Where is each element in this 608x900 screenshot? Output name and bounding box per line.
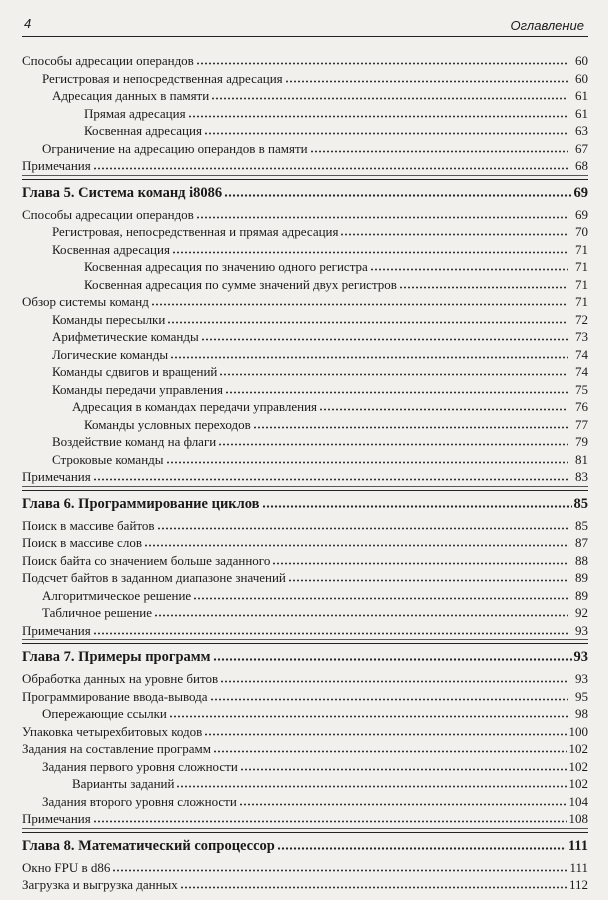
entry-page: 63 [575, 123, 588, 138]
dot-leader [154, 605, 568, 617]
chapter-page: 69 [573, 184, 588, 201]
entry-page: 60 [575, 70, 588, 86]
toc-entry[interactable] [22, 328, 588, 346]
entry-page: 60 [575, 53, 588, 68]
entry-title: Варианты заданий [72, 776, 175, 791]
toc-entry[interactable] [22, 70, 588, 88]
dot-leader [144, 535, 568, 547]
entry-title: Обзор системы команд [22, 294, 149, 309]
toc-entry[interactable] [22, 398, 588, 416]
dot-leader [211, 88, 568, 100]
dot-leader [399, 277, 568, 289]
chapter-7-heading[interactable] [22, 643, 588, 670]
entry-title: Задания первого уровня сложности [42, 758, 238, 774]
toc-entry[interactable] [22, 52, 588, 70]
entry-page: 104 [568, 793, 588, 809]
entry-page: 102 [568, 758, 588, 774]
dot-leader [210, 689, 568, 701]
dot-leader [112, 860, 567, 872]
entry-page: 69 [575, 206, 588, 222]
entry-page: 92 [575, 605, 588, 620]
entry-page: 74 [575, 346, 588, 362]
entry-title: Подсчет байтов в заданном диапазоне значений [22, 570, 286, 585]
entry-title: Прямая адресация [84, 105, 186, 121]
toc-entry[interactable] [22, 740, 588, 758]
dot-leader [196, 53, 568, 65]
chapter-5-entries [22, 206, 588, 487]
entry-page: 89 [575, 570, 588, 585]
dot-leader [225, 382, 568, 394]
toc-entry[interactable] [22, 793, 588, 811]
entry-title: Команды пересылки [52, 311, 166, 327]
toc-entry[interactable] [22, 363, 588, 381]
toc-entry[interactable] [22, 552, 588, 570]
dot-leader [340, 224, 568, 236]
entry-title: Адресация данных в памяти [52, 88, 210, 103]
entry-page: 98 [575, 706, 588, 721]
dot-leader [285, 71, 568, 83]
entry-title: Воздействие команд на флаги [52, 434, 217, 449]
entry-title: Загрузка и выгрузка данных [22, 877, 178, 892]
toc-entry[interactable] [22, 105, 588, 123]
dot-leader [167, 312, 568, 324]
entry-title: Способы адресации операндов [22, 53, 194, 68]
entry-page: 83 [575, 469, 588, 484]
entry-title: Команды сдвигов и вращений [52, 364, 218, 379]
entry-title: Примечания [22, 622, 91, 638]
entry-page: 111 [569, 859, 588, 875]
toc-entry[interactable] [22, 223, 588, 241]
toc-entry[interactable] [22, 206, 588, 224]
chapter-8-heading[interactable] [22, 832, 588, 859]
dot-leader [170, 347, 568, 359]
toc-entry[interactable] [22, 381, 588, 399]
entry-title: Программирование ввода-вывода [22, 688, 208, 704]
toc-entry[interactable] [22, 346, 588, 364]
toc-entry[interactable] [22, 859, 588, 877]
entry-page: 76 [575, 399, 588, 414]
toc-entry[interactable] [22, 587, 588, 605]
entry-page: 95 [575, 688, 588, 704]
toc-entry[interactable] [22, 723, 588, 741]
entry-title: Обработка данных на уровне битов [22, 671, 219, 686]
entry-page: 71 [575, 276, 588, 292]
toc-entry[interactable] [22, 775, 588, 793]
entry-title: Арифметические команды [52, 329, 199, 344]
entry-page: 75 [575, 381, 588, 397]
dot-leader [188, 106, 568, 118]
entry-title: Косвенная адресация [52, 241, 170, 257]
chapter-page: 93 [573, 649, 588, 665]
entry-page: 67 [575, 140, 588, 156]
entry-title: Способы адресации операндов [22, 206, 194, 222]
entry-title: Поиск в массиве слов [22, 535, 142, 550]
dot-leader [204, 724, 566, 736]
chapter-page: 111 [567, 837, 588, 854]
toc-entry[interactable] [22, 876, 588, 894]
dot-leader [180, 877, 567, 889]
toc-entry[interactable] [22, 758, 588, 776]
chapter-title: Глава 5. Система команд i8086 [22, 184, 223, 201]
entry-page: 73 [575, 329, 588, 344]
toc-entry[interactable] [22, 258, 588, 276]
entry-title: Опережающие ссылки [42, 706, 167, 721]
chapter-5-heading[interactable] [22, 179, 588, 206]
entry-title: Окно FPU в d86 [22, 859, 111, 875]
entry-page: 85 [575, 517, 588, 533]
entry-page: 102 [568, 776, 588, 791]
entry-page: 77 [575, 416, 588, 432]
toc-entry[interactable] [22, 293, 588, 311]
dot-leader [272, 553, 568, 565]
entry-title: Регистровая и непосредственная адресация [42, 70, 283, 86]
entry-title: Ограничение на адресацию операндов в памяти [42, 140, 308, 156]
entry-page: 71 [575, 241, 588, 257]
dot-leader [196, 207, 568, 219]
toc-entry[interactable] [22, 87, 588, 105]
entry-page: 61 [575, 105, 588, 121]
dot-leader [176, 776, 566, 788]
page-header [22, 10, 588, 37]
toc-entry[interactable] [22, 517, 588, 535]
entry-page: 72 [575, 311, 588, 327]
dot-leader [218, 434, 568, 446]
dot-leader [288, 570, 568, 582]
entry-title: Команды условных переходов [84, 416, 251, 432]
entry-title: Поиск байта со значением больше заданного [22, 552, 271, 568]
dot-leader [253, 417, 568, 429]
entry-page: 87 [575, 535, 588, 550]
chapter-7-entries [22, 670, 588, 829]
entry-page: 93 [575, 671, 588, 686]
dot-leader [219, 364, 568, 376]
dot-leader [370, 259, 568, 271]
dot-leader [213, 741, 567, 753]
dot-leader [201, 329, 568, 341]
toc-entry[interactable] [22, 416, 588, 434]
toc-entry[interactable] [22, 451, 588, 469]
entry-page: 79 [575, 434, 588, 449]
dot-leader [93, 158, 568, 170]
dot-leader [310, 141, 568, 153]
entry-title: Строковые команды [52, 451, 164, 467]
entry-title: Регистровая, непосредственная и прямая адресация [52, 224, 339, 239]
page-number: 4 [24, 16, 32, 31]
toc-entry[interactable] [22, 157, 588, 175]
dot-leader [169, 706, 568, 718]
dot-leader [277, 838, 566, 850]
toc-entry[interactable] [22, 534, 588, 552]
entry-page: 81 [575, 451, 588, 467]
entry-page: 112 [568, 877, 588, 892]
entry-title: Алгоритмическое решение [42, 587, 192, 603]
toc-entry[interactable] [22, 468, 588, 486]
dot-leader [151, 294, 568, 306]
dot-leader [319, 399, 568, 411]
dot-leader [213, 649, 572, 661]
chapter-title: Глава 8. Математический сопроцессор [22, 837, 275, 854]
entry-page: 100 [568, 723, 588, 739]
entry-title: Логические команды [52, 346, 169, 362]
dot-leader [204, 123, 568, 135]
entry-page: 68 [575, 158, 588, 173]
entry-title: Примечания [22, 158, 91, 173]
entry-title: Косвенная адресация по значению одного регистра [84, 259, 368, 274]
entry-page: 93 [575, 622, 588, 638]
dot-leader [93, 811, 567, 823]
entry-title: Табличное решение [42, 605, 153, 620]
dot-leader [224, 185, 571, 197]
dot-leader [240, 759, 567, 771]
dot-leader [239, 794, 567, 806]
toc-entry[interactable] [22, 140, 588, 158]
chapter-title: Глава 7. Примеры программ [22, 649, 211, 665]
entry-page: 70 [575, 224, 588, 239]
chapter-8-entries [22, 859, 588, 894]
toc-entry[interactable] [22, 241, 588, 259]
toc-entry[interactable] [22, 705, 588, 723]
running-title: Оглавление [510, 18, 584, 33]
entry-page: 88 [575, 552, 588, 568]
entry-title: Косвенная адресация [84, 123, 202, 138]
dot-leader [193, 588, 568, 600]
entry-page: 89 [575, 587, 588, 603]
entry-page: 74 [575, 364, 588, 379]
entry-page: 108 [568, 811, 588, 826]
entry-page: 71 [575, 294, 588, 309]
entry-title: Задания второго уровня сложности [42, 793, 237, 809]
entry-title: Примечания [22, 811, 91, 826]
toc-section-continued [22, 52, 588, 175]
entry-page: 71 [575, 259, 588, 274]
chapter-6-entries [22, 517, 588, 641]
table-of-contents [22, 52, 588, 894]
dot-leader [220, 671, 568, 683]
chapter-title: Глава 6. Программирование циклов [22, 495, 260, 512]
toc-entry[interactable] [22, 670, 588, 688]
entry-page: 61 [575, 88, 588, 103]
entry-title: Поиск в массиве байтов [22, 517, 155, 533]
entry-title: Адресация в командах передачи управления [72, 399, 318, 414]
entry-title: Задания на составление программ [22, 741, 211, 756]
toc-entry[interactable] [22, 122, 588, 140]
entry-page: 102 [568, 741, 588, 756]
entry-title: Команды передачи управления [52, 381, 224, 397]
dot-leader [93, 469, 568, 481]
dot-leader [93, 623, 568, 635]
toc-entry[interactable] [22, 433, 588, 451]
chapter-page: 85 [573, 495, 588, 512]
chapter-6-heading[interactable] [22, 490, 588, 517]
toc-entry[interactable] [22, 688, 588, 706]
dot-leader [172, 242, 568, 254]
entry-title: Косвенная адресация по сумме значений двух регистров [84, 276, 397, 292]
toc-entry[interactable] [22, 276, 588, 294]
dot-leader [157, 518, 568, 530]
entry-title: Примечания [22, 469, 91, 484]
toc-entry[interactable] [22, 604, 588, 622]
toc-entry[interactable] [22, 810, 588, 828]
dot-leader [166, 452, 568, 464]
toc-entry[interactable] [22, 569, 588, 587]
entry-title: Упаковка четырехбитовых кодов [22, 723, 203, 739]
dot-leader [262, 496, 572, 508]
toc-entry[interactable] [22, 622, 588, 640]
toc-entry[interactable] [22, 311, 588, 329]
